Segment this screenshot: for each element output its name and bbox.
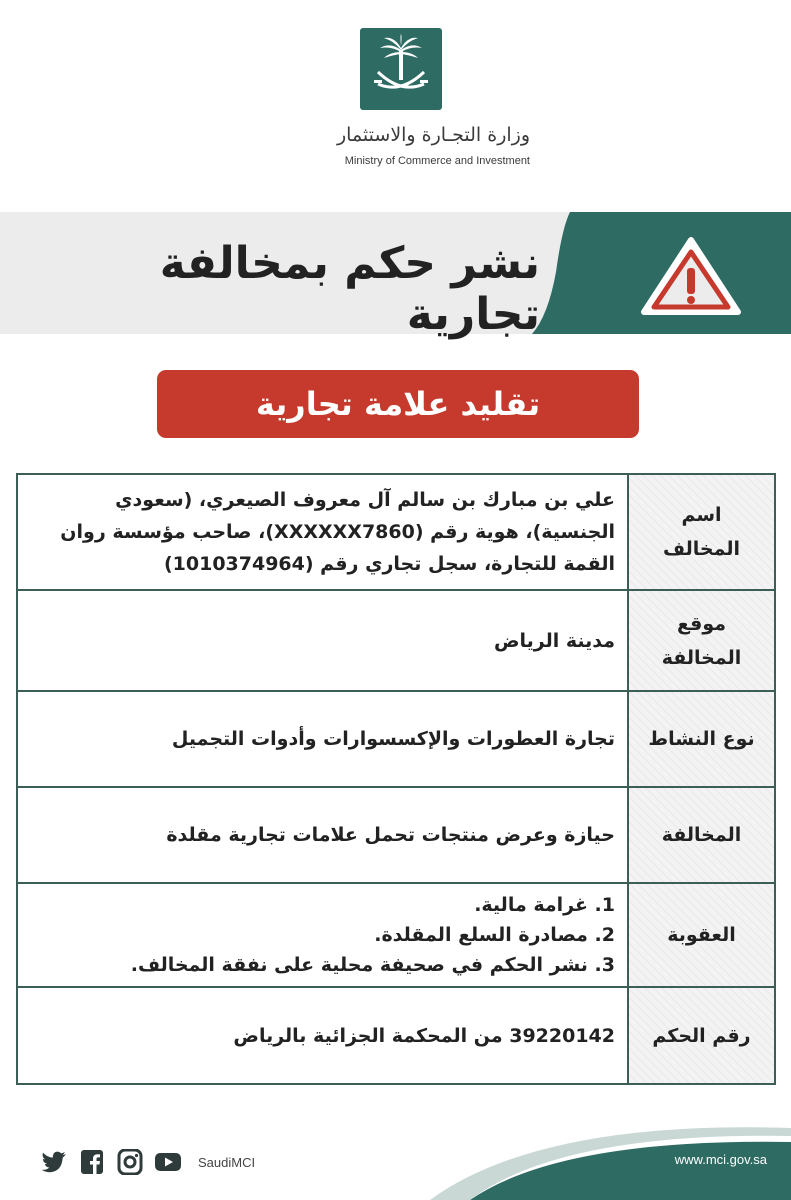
violation-location-value: مدينة الرياض	[17, 590, 628, 691]
twitter-icon[interactable]	[40, 1149, 68, 1175]
row-label: رقم الحكم	[628, 987, 775, 1084]
penalty-list	[28, 890, 615, 980]
table-row	[17, 787, 775, 883]
website-link[interactable]: www.mci.gov.sa	[674, 1152, 767, 1167]
social-links	[40, 1148, 255, 1176]
violation-value: حيازة وعرض منتجات تحمل علامات تجارية مقلدة	[17, 787, 628, 883]
saudi-emblem-icon	[360, 28, 442, 110]
table-row	[17, 590, 775, 691]
violation-type-badge: تقليد علامة تجارية	[157, 370, 639, 438]
ministry-logo	[360, 28, 442, 110]
ministry-name-arabic: وزارة التجـارة والاستثمار	[336, 124, 530, 146]
activity-type-value: تجارة العطورات والإكسسوارات وأدوات التجميل	[17, 691, 628, 787]
list-item: 2. مصادرة السلع المقلدة.	[374, 924, 615, 946]
social-handle[interactable]: SaudiMCI	[198, 1154, 256, 1170]
table-row	[17, 691, 775, 787]
ministry-name-english: Ministry of Commerce and Investment	[344, 155, 530, 167]
facebook-icon[interactable]	[78, 1149, 106, 1175]
row-label: نوع النشاط	[628, 691, 775, 787]
row-label: موقع المخالفة	[628, 590, 775, 691]
table-row	[17, 474, 775, 590]
list-item: 3. نشر الحكم في صحيفة محلية على نفقة المخالف.	[130, 954, 615, 976]
table-row	[17, 987, 775, 1084]
instagram-icon[interactable]	[116, 1149, 144, 1175]
violator-name-value: علي بن مبارك بن سالم آل معروف الصيعري، (سعودي الجنسية)، هوية رقم (XXXXXX7860)، صاحب مؤسسة روان القمة للتجارة، سجل تجاري رقم (1010374964)	[17, 474, 628, 590]
row-label: اسم المخالف	[628, 474, 775, 590]
row-label: المخالفة	[628, 787, 775, 883]
violation-details-table	[16, 473, 776, 1085]
table-row	[17, 883, 775, 987]
penalty-value	[17, 883, 628, 987]
verdict-number-value: 39220142 من المحكمة الجزائية بالرياض	[17, 987, 628, 1084]
row-label: العقوبة	[628, 883, 775, 987]
page-title: نشر حكم بمخالفة تجارية	[159, 238, 540, 340]
list-item: 1. غرامة مالية.	[474, 894, 615, 916]
youtube-icon[interactable]	[154, 1149, 182, 1175]
